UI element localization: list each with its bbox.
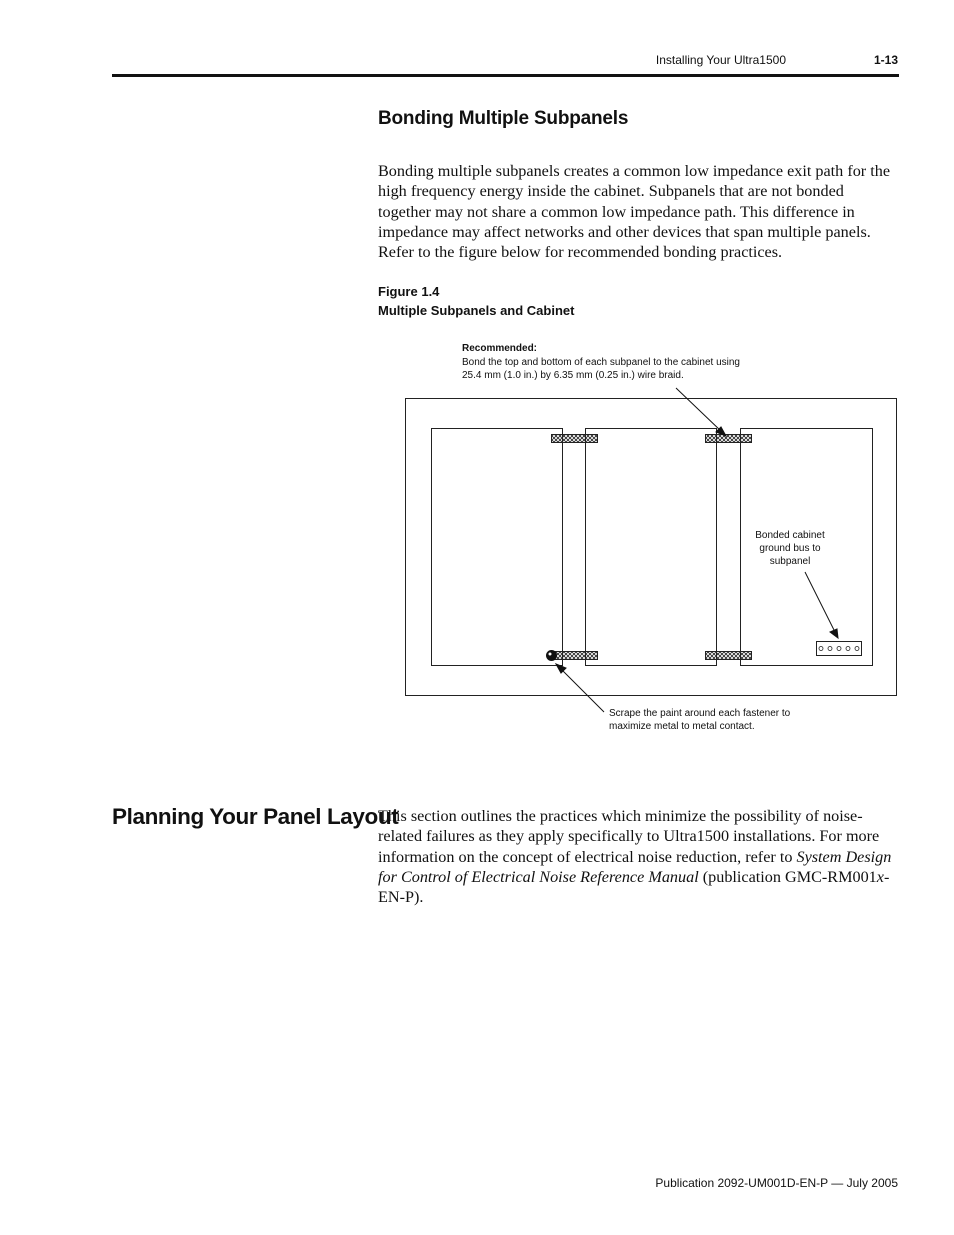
bonding-paragraph: Bonding multiple subpanels creates a common low impedance exit path for the high frequency energy inside the cabinet. Subpanels that are not bonded together may not share a common low impedance path. This difference in impedance may affect networks and other devices that span multiple panels. Refer to the figure below for recommended bonding practices. — [378, 162, 891, 262]
section-heading-planning: Planning Your Panel Layout — [112, 804, 399, 829]
reference-manual-title: System Design for Control of Electrical Noise Reference Manual — [378, 847, 892, 886]
subpanel-2 — [586, 429, 717, 666]
fastener — [547, 651, 557, 661]
running-header-title: Installing Your Ultra1500 — [655, 53, 786, 67]
callout-ground-bus-line3: subpanel — [769, 556, 811, 567]
callout-recommended-line2: 25.4 mm (1.0 in.) by 6.35 mm (0.25 in.) wire braid. — [462, 370, 684, 381]
ground-bus-terminal — [828, 647, 832, 651]
subpanel-1 — [432, 429, 563, 666]
planning-paragraph — [378, 806, 898, 907]
subpanel-bonding-diagram — [395, 335, 910, 740]
callout-recommended-line1: Bond the top and bottom of each subpanel to the cabinet using — [462, 357, 740, 368]
publication-variable-x: x — [876, 867, 884, 886]
planning-text-intro: This section outlines the practices which minimize the possibility of noise-related failures as they apply specifically to Ultra1500 installations. For more information on the concept of electrical noise reduction, refer to — [378, 807, 880, 866]
ground-bus-terminal — [837, 647, 841, 651]
figure-number: Figure 1.4 — [378, 284, 440, 299]
callout-scrape-line1: Scrape the paint around each fastener to — [609, 708, 791, 719]
wire-braid-bottom-left — [552, 652, 598, 660]
arrow-scrape — [556, 664, 604, 712]
callout-ground-bus-line2: ground bus to — [759, 543, 821, 554]
ground-bus-terminal — [819, 647, 823, 651]
ground-bus-terminal — [846, 647, 850, 651]
ground-bus-terminal — [855, 647, 859, 651]
wire-braid-top-right — [706, 435, 752, 443]
page-number: 1-13 — [873, 53, 898, 67]
callout-scrape-line2: maximize metal to metal contact. — [609, 721, 755, 732]
header-rule — [112, 74, 899, 77]
fastener-highlight — [549, 653, 552, 656]
wire-braid-top-left — [552, 435, 598, 443]
callout-ground-bus-line1: Bonded cabinet — [755, 530, 825, 541]
figure-title: Multiple Subpanels and Cabinet — [378, 303, 575, 318]
callout-recommended-title: Recommended: — [462, 343, 538, 354]
wire-braid-bottom-right — [706, 652, 752, 660]
footer-publication: Publication 2092-UM001D-EN-P — July 2005 — [655, 1176, 898, 1190]
planning-text-publication: (publication GMC-RM001 — [698, 867, 877, 886]
planning-text-end: -EN-P). — [378, 867, 890, 907]
section-heading-bonding: Bonding Multiple Subpanels — [378, 108, 629, 129]
